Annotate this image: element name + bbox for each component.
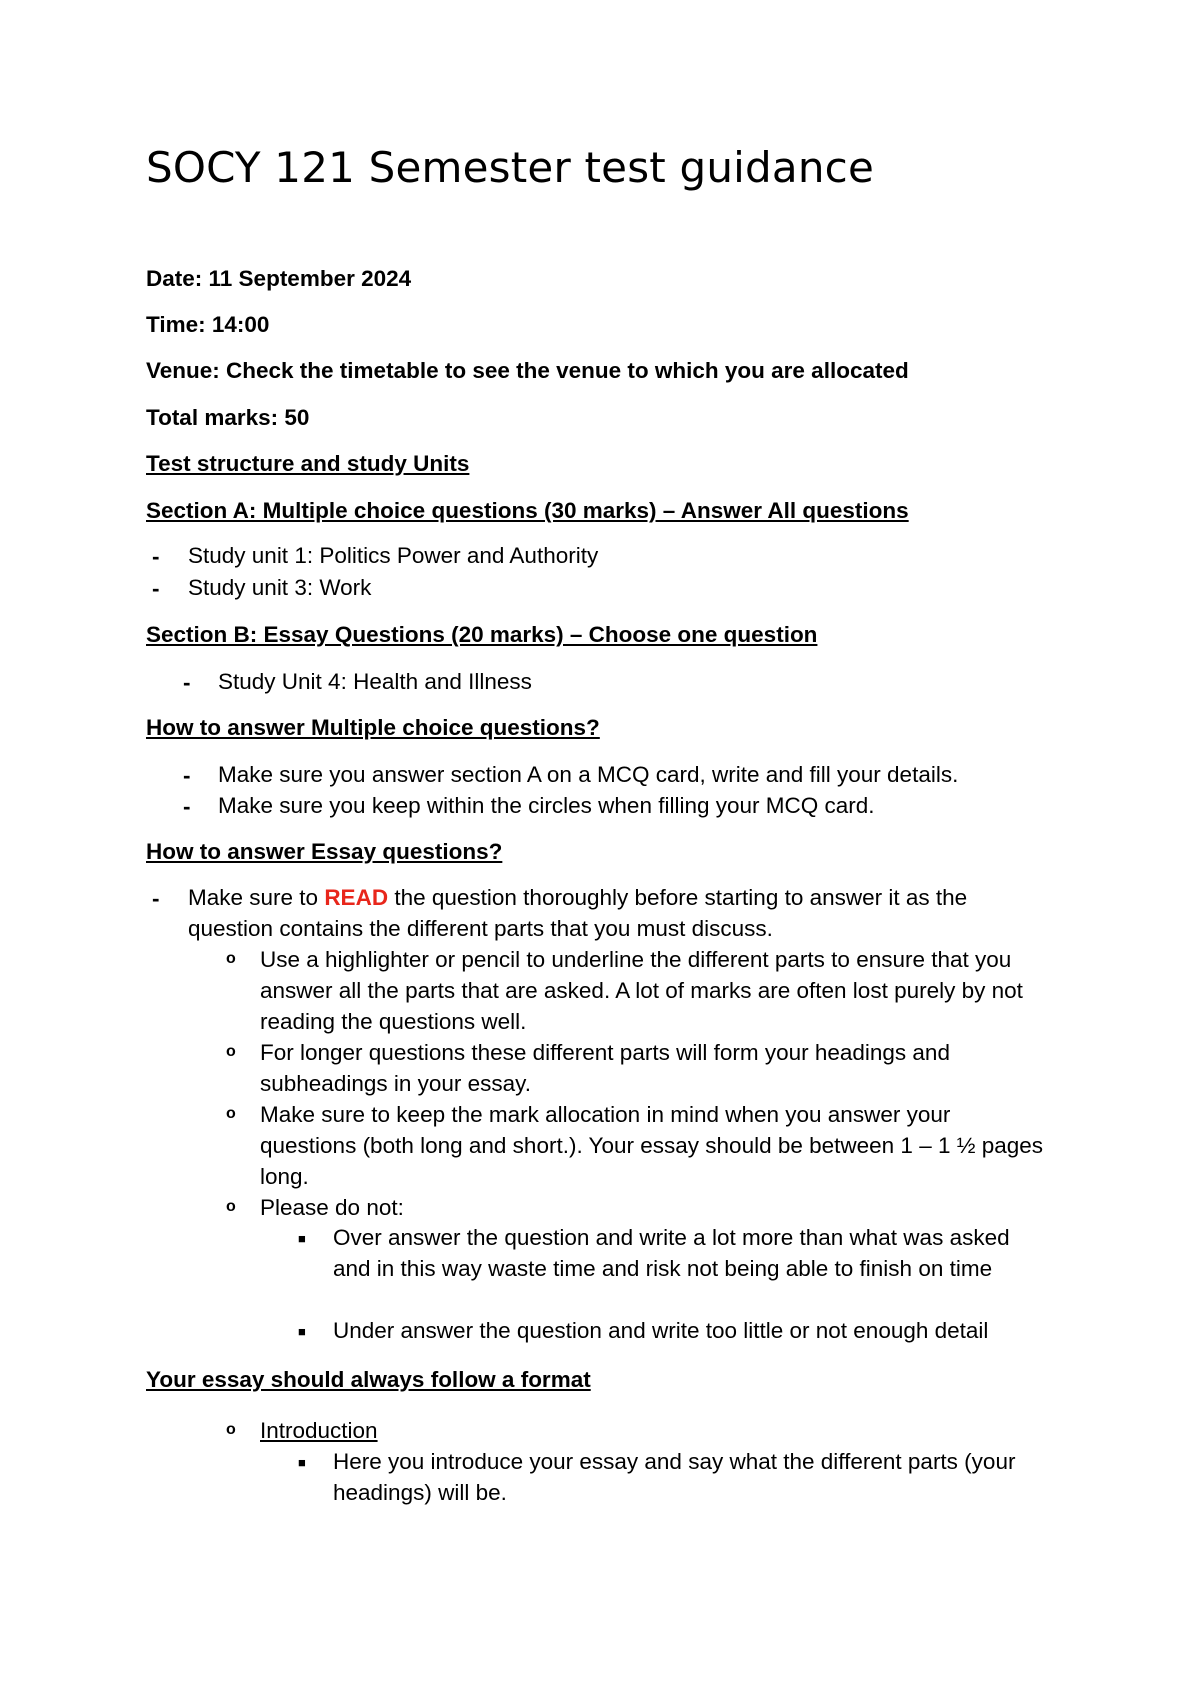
test-date: Date: 11 September 2024 — [146, 266, 412, 291]
circle-bullet: o — [226, 1105, 236, 1122]
section-b-item: Study Unit 4: Health and Illness — [218, 669, 532, 694]
essay-subpoint: Make sure to keep the mark allocation in mind when you answer your questions (both long and short.). Your essay should be between 1 – 1 ½ pages long. — [260, 1102, 1044, 1189]
read-emphasis: READ — [324, 885, 389, 910]
square-bullet: ■ — [298, 1324, 306, 1339]
format-intro-label: Introduction — [260, 1418, 378, 1443]
dash-bullet: - — [183, 763, 191, 788]
format-intro-text: Here you introduce your essay and say what the different parts (your headings) will be. — [333, 1449, 1016, 1505]
dash-bullet: - — [183, 794, 191, 819]
dash-bullet: - — [183, 670, 191, 695]
structure-heading: Test structure and study Units — [146, 451, 470, 476]
page-title: SOCY 121 Semester test guidance — [146, 143, 874, 192]
essay-dont-item: Under answer the question and write too little or not enough detail — [333, 1318, 989, 1343]
dash-bullet: - — [152, 886, 160, 911]
dash-bullet: - — [152, 544, 160, 569]
circle-bullet: o — [226, 1198, 236, 1215]
essay-intro-before: Make sure to — [188, 885, 325, 910]
mcq-item: Make sure you answer section A on a MCQ card, write and fill your details. — [218, 762, 959, 787]
circle-bullet: o — [226, 1421, 236, 1438]
essay-heading: How to answer Essay questions? — [146, 839, 503, 864]
essay-subpoint: Please do not: — [260, 1195, 404, 1220]
section-a-heading: Section A: Multiple choice questions (30 marks) – Answer All questions — [146, 498, 909, 523]
essay-subpoint: For longer questions these different parts will form your headings and subheadings in your essay. — [260, 1040, 950, 1096]
essay-dont-item: Over answer the question and write a lot more than what was asked and in this way waste time and risk not being able to finish on time — [333, 1225, 1010, 1281]
square-bullet: ■ — [298, 1455, 306, 1470]
essay-intro — [188, 882, 1048, 944]
mcq-heading: How to answer Multiple choice questions? — [146, 715, 600, 740]
circle-bullet: o — [226, 950, 236, 967]
format-heading: Your essay should always follow a format — [146, 1367, 591, 1392]
test-time: Time: 14:00 — [146, 312, 270, 337]
essay-intro-after: the question thoroughly before starting to answer it as the question contains the different parts that you must discuss. — [188, 885, 968, 941]
square-bullet: ■ — [298, 1231, 306, 1246]
circle-bullet: o — [226, 1043, 236, 1060]
total-marks: Total marks: 50 — [146, 405, 310, 430]
test-venue: Venue: Check the timetable to see the venue to which you are allocated — [146, 358, 909, 383]
section-a-item: Study unit 1: Politics Power and Authority — [188, 543, 599, 568]
essay-subpoint: Use a highlighter or pencil to underline the different parts to ensure that you answer all the parts that are asked. A lot of marks are often lost purely by not reading the questions well. — [260, 947, 1023, 1034]
section-b-heading: Section B: Essay Questions (20 marks) – Choose one question — [146, 622, 818, 647]
section-a-item: Study unit 3: Work — [188, 575, 372, 600]
dash-bullet: - — [152, 576, 160, 601]
mcq-item: Make sure you keep within the circles when filling your MCQ card. — [218, 793, 875, 818]
